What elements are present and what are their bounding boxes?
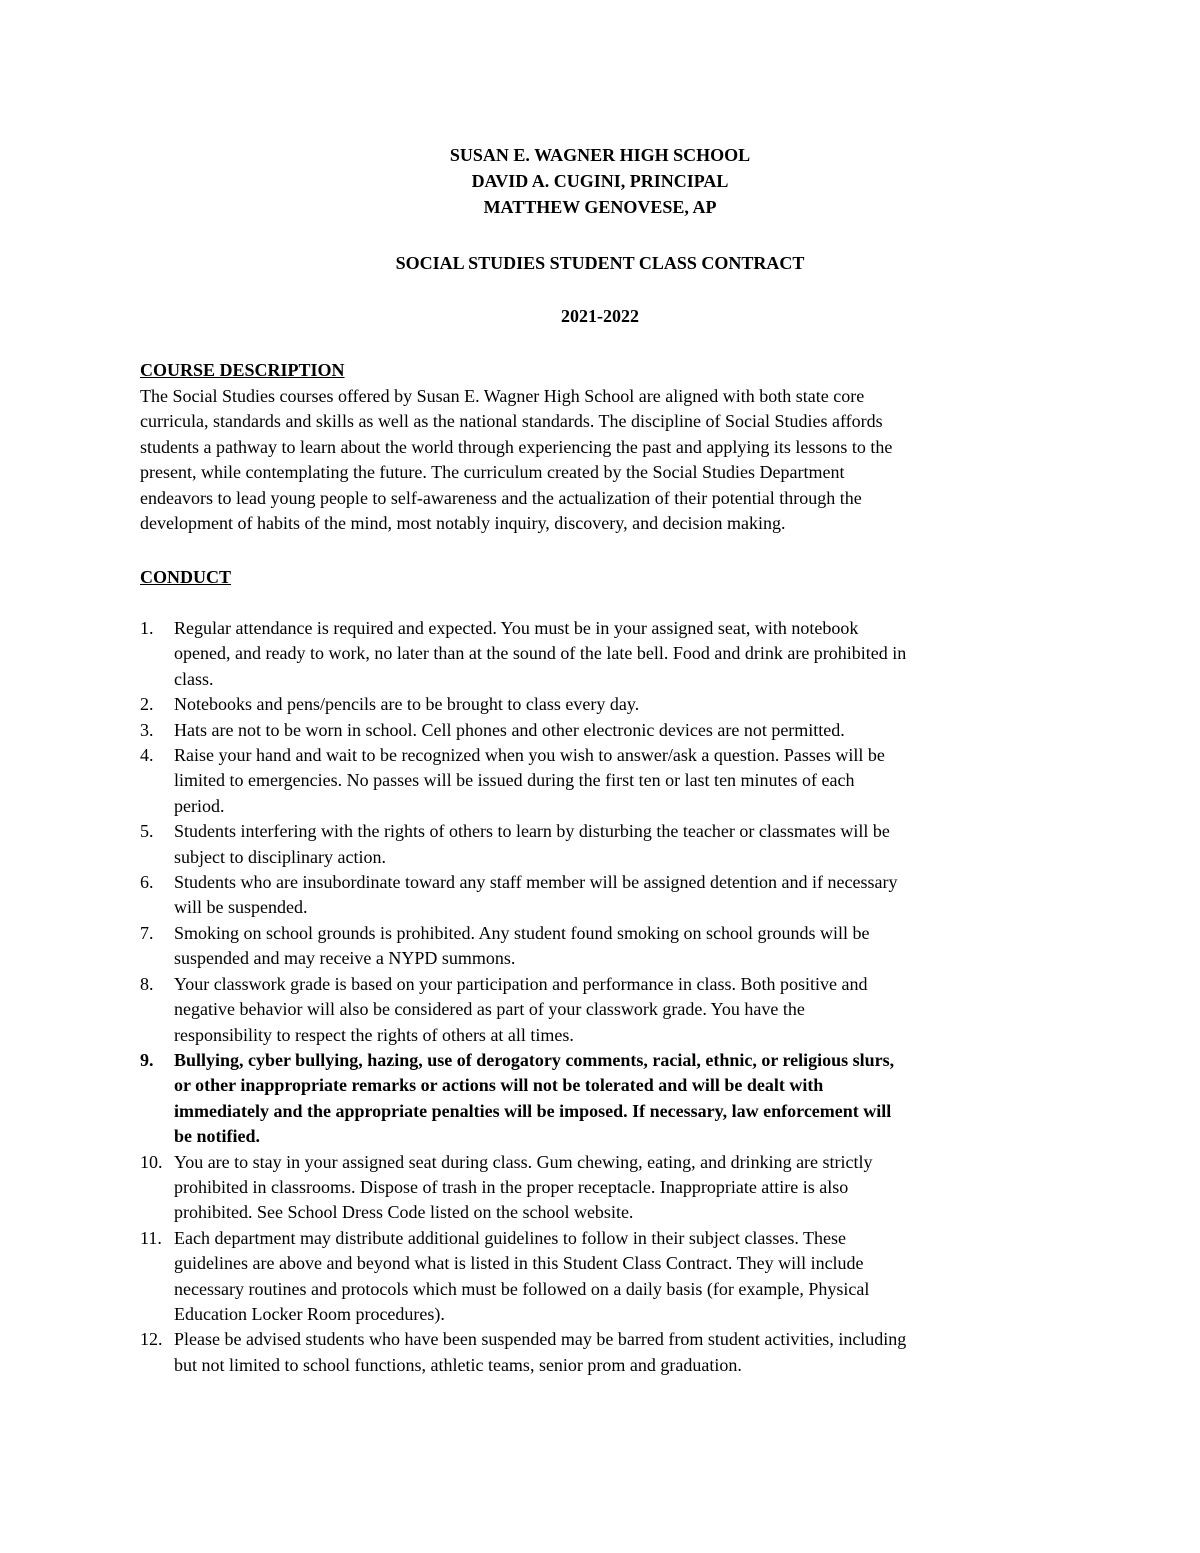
course-description-line: endeavors to lead young people to self-awareness and the actualization of their potential through the [140,487,862,508]
school-header [0,142,1200,220]
rule-line: Students who are insubordinate toward any staff member will be assigned detention and if necessary [174,872,898,893]
rule-number: 3. [140,719,154,740]
course-description-line: The Social Studies courses offered by Susan E. Wagner High School are aligned with both state core [140,386,865,406]
course-description-line: present, while contemplating the future. The curriculum created by the Social Studies Department [140,462,845,483]
conduct-rule [140,718,1065,743]
conduct-rule [140,616,1065,692]
course-description-line: students a pathway to learn about the world through experiencing the past and applying its lessons to the [140,436,893,457]
rule-line: responsibility to respect the rights of others at all times. [174,1024,574,1045]
school-name: SUSAN E. WAGNER HIGH SCHOOL [449,145,751,165]
rule-line: period. [174,795,225,816]
course-description-line: development of habits of the mind, most notably inquiry, discovery, and decision making. [140,513,786,534]
rule-line: Please be advised students who have been suspended may be barred from student activities, including [174,1329,907,1350]
rule-line: immediately and the appropriate penalties will be imposed. If necessary, law enforcement will [174,1100,892,1121]
principal-name: DAVID A. CUGINI, PRINCIPAL [471,171,729,191]
rule-line: Notebooks and pens/pencils are to be brought to class every day. [174,694,640,715]
rule-line: negative behavior will also be considered as part of your classwork grade. You have the [174,999,805,1020]
rule-line: Hats are not to be worn in school. Cell phones and other electronic devices are not permitted. [174,719,845,740]
rule-line: prohibited in classrooms. Dispose of trash in the proper receptacle. Inappropriate attire is also [174,1176,849,1197]
course-description-heading: COURSE DESCRIPTION [140,360,345,380]
rule-number: 2. [140,694,154,715]
rule-line: prohibited. See School Dress Code listed on the school website. [174,1202,634,1223]
rule-number: 11. [140,1227,162,1248]
rule-number: 8. [140,973,154,994]
school-year: 2021-2022 [561,306,639,326]
rule-line: Regular attendance is required and expected. You must be in your assigned seat, with notebook [174,618,859,638]
conduct-heading: CONDUCT [140,567,232,587]
rule-line: class. [174,668,214,689]
assistant-principal-name: MATTHEW GENOVESE, AP [483,197,717,217]
conduct-rule [140,1327,1065,1378]
rule-line: but not limited to school functions, athletic teams, senior prom and graduation. [174,1354,742,1375]
conduct-rule [140,1226,1065,1328]
rule-line: Bullying, cyber bullying, hazing, use of derogatory comments, racial, ethnic, or religious slurs, [174,1049,895,1070]
conduct-rule [140,870,1065,921]
conduct-rule [140,1150,1065,1226]
rule-line: Raise your hand and wait to be recognized when you wish to answer/ask a question. Passes will be [174,745,885,766]
rule-line: subject to disciplinary action. [174,846,386,867]
conduct-rule [140,921,1065,972]
course-description-line: curricula, standards and skills as well as the national standards. The discipline of Social Studies affords [140,411,883,432]
rule-number: 4. [140,745,154,766]
conduct-rule [140,819,1065,870]
conduct-rule [140,743,1065,819]
rule-number: 6. [140,872,154,893]
rule-line: guidelines are above and beyond what is listed in this Student Class Contract. They will include [174,1253,864,1274]
rule-line: Each department may distribute additional guidelines to follow in their subject classes. These [174,1227,846,1248]
rule-line: Your classwork grade is based on your participation and performance in class. Both positive and [174,973,868,994]
contract-title: SOCIAL STUDIES STUDENT CLASS CONTRACT [395,253,805,273]
rule-line: Smoking on school grounds is prohibited. Any student found smoking on school grounds will be [174,922,870,943]
rule-number: 9. [140,1049,154,1070]
rule-line: You are to stay in your assigned seat during class. Gum chewing, eating, and drinking are strictly [174,1151,873,1172]
rule-line: opened, and ready to work, no later than at the sound of the late bell. Food and drink are prohibited in [174,643,907,664]
conduct-rule [140,972,1065,1048]
rule-line: Students interfering with the rights of others to learn by disturbing the teacher or classmates will be [174,821,890,842]
rule-line: will be suspended. [174,897,308,918]
rule-line: or other inappropriate remarks or actions will not be tolerated and will be dealt with [174,1075,824,1096]
conduct-rules-list [140,616,1065,1378]
rule-line: suspended and may receive a NYPD summons. [174,948,516,969]
rule-number: 1. [140,618,154,638]
rule-line: Education Locker Room procedures). [174,1303,445,1324]
rule-number: 5. [140,821,154,842]
course-description-text [140,384,1060,536]
conduct-rule [140,692,1065,717]
conduct-rule-bullying [140,1048,1065,1150]
rule-line: limited to emergencies. No passes will be issued during the first ten or last ten minutes of each [174,770,855,791]
rule-number: 12. [140,1329,163,1350]
rule-number: 10. [140,1151,163,1172]
rule-line: necessary routines and protocols which must be followed on a daily basis (for example, Physical [174,1278,870,1299]
rule-number: 7. [140,922,154,943]
rule-line: be notified. [174,1126,261,1147]
